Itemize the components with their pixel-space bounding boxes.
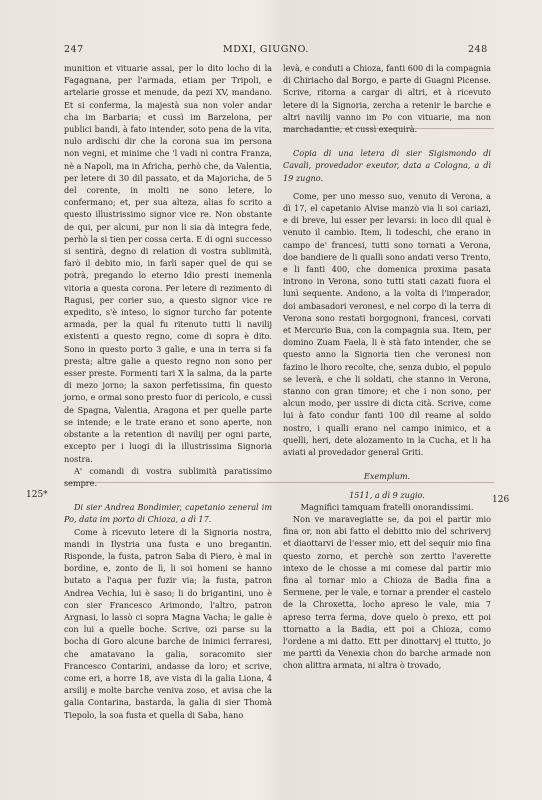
salutation: Magnifici tamquam fratelli onorandissimi. bbox=[300, 501, 474, 512]
letter-heading-bondimier: Di sier Andrea Bondimier, capetanio zeneral im Po, data im porto di Chioza, a dì 17. bbox=[64, 502, 272, 525]
letter-heading-cavali: Copia di una letera di sier Sigismondo di Cavali, provedador exeutor, data a Cologna, a dì 19 zugno. bbox=[283, 148, 491, 183]
left-column bbox=[64, 62, 272, 721]
right-paragraph-1: levà, e conduti a Chioza, fanti 600 di la compagnia di Chiriacho dal Borgo, e parte di Guagni Picense. Scrive, ritorna a cargar di altri, et à ricevuto letere di la Signoria, zercha a retenir le barche e altri navilij vanno im Po con vituarie, ma non marchadantie, et cussì exequirà. bbox=[283, 63, 491, 135]
page-number-left: 247 bbox=[64, 44, 84, 55]
left-paragraph-1: munition et vituarie assai, per lo dito locho di la Fagagnana, per l'armada, etiam per Tripoli, e artelarie grosse et menude, da pezi XV, mandano. Et si conferma, la majestà sua non voler andar cha im Barbaria; et cussì im Barzelona, per publici bandi, à fato intender, soto pena de la vita, nulo ardischi dir che la corona sua im persona non vegni, et minime che 'l vadi nì contra Franza, nè a Napoli, ma in Africha, perhò che, da Valentia, per letere di 30 dil passato, et da Majoricha, de 5 del corente, in molti ne sono letere, lo confermano; et, per sua alteza, alias fo scrito a questo illustrissimo signor vice re. Non obstante de qui, per alcuni, pur non li sia dà integra fede, perhò la si tien per cossa certa. E di ogni successo si sentirà, degno di relation di vostra sublimità, farò il debito mio, in farli saper quel de qui se potrà, pregando lo eterno Idio presti inemenla vitoria a questa corona. Per letere di rezimento di Ragusi, per corier suo, a questo signor vice re expedito, s'è inteso, lo signor turcho far potente armada, per la qual fu ritenuto tutti li navilij existenti a questo regno, come di sopra è dito. Sono in questo porto 3 galie, e una in terra si fa presta; altre galie a questo regno non sono per esser preste. Formenti tari X la salma, da la parte di mezo jorno; la saxon perfetissima, fin questo jorno, e ormai sono presto fuor di pericolo, e cussì de Spagna, Valentia, Aragona et per quelle parte se intende; e le trate erano et sono aperte, non obstante a la retention di navilij per ogni parte, excepto per i luogi di la illustrissima Signoria nostra. bbox=[64, 63, 272, 464]
margin-number-left: 125* bbox=[26, 490, 48, 500]
exemplum-title: Exemplum. bbox=[363, 471, 411, 482]
page-number-right: 248 bbox=[468, 44, 488, 55]
exemplum-date: 1511, a dì 9 zugio. bbox=[349, 489, 425, 500]
margin-number-right: 126 bbox=[492, 495, 510, 505]
right-paragraph-3: Non ve maravegiatte se, da poi el partir mio fina or, non abi fatto el debitto mio del schrivervj et diaottarvi de l'esser mio, ett del sequir mio fina questo zorno, et perchè son zertto l'averette intexo de le chosse a mi comese dal partir mio fina al tornar mio a Chioza de Badia fina a Sermene, per le vale, e tornar a prender el castelo de la Chroxetta, locho apreso le vale, mia 7 apreso terra ferma, dove quelo ò prexo, ett poi ttornatto a la Badia, ett poi a Chioza, como l'ordene a mi datto. Ett per dinottarvj el ttutto, jo me parttì da Venexia chon do barche armade non chon alittra armata, ni altra ò trovado, bbox=[283, 513, 491, 671]
right-column bbox=[283, 62, 491, 672]
running-title: MDXI, GIUGNO. bbox=[223, 44, 309, 55]
right-paragraph-2: Come, per uno messo suo, venuto di Verona, a dì 17, el capetanio Alvise manzò via li soi cariazi, e di breve, lui esser per levarsi: in loco dil qual è venuto il cambio. Item, li todeschi, che erano in campo de' francesi, tutti sono tornati a Verona, doe bandiere de li qualli sono andati verso Trento, e li fanti 400, che domenica proxima pasata introno in Verona, sono tutti stati cazati fuora el lunì sequente. Andono, a la volta di l'imperador, doi ambasadori veronesi, e nel corpo di la terra di Verona sono restati borgognoni, francesi, corvati et Mercurio Bua, con la compagnia sua. Item, per domino Zuam Faela, li è stà fato intender, che se questo anno la Signoria tien che veronesi non fazino le lhoro recolte, che, senza dubio, el populo se leverà, e che li soldati, che stanno in Verona, stanno con gran timore; et che i non sono, per alcun modo, per ussire di dicta cità. Scrive, come lui à fato condur fanti 100 dil reame al soldo nostro, i qualli erano nel campo inimico, et a quelli, heri, dete alozamento in la Cucha, et li ha aviati al provedador general Griti. bbox=[283, 190, 491, 458]
left-paragraph-2: A' comandi di vostra sublimità paratissimo sempre. bbox=[64, 465, 272, 488]
left-paragraph-3: Come à ricevuto letere di la Signoria nostra, mandi in Ilystria una fusta e uno bregantin. Risponde, la fusta, patron Saba di Piero, è mal in bordine, e, zonto de lì, li soi homeni se hanno butato a l'aqua per fuzir via; la fusta, patron Andrea Vechia, lui è saso; li do brigantini, uno è con sier Francesco Arimondo, l'altro, patron Argnasi, lo lassò ci sopra Magna Vacha; le galie è con lui a quelle boche. Scrive, ozi parse su la bocha di Goro alcune barche de inimici ferraresi, che amatavano la galia, soracomito sier Francesco Contarini, andasse da loro; et scrive, come eri, a horre 18, ave vista di la galia Liona, 4 arsilij e molte barche veniva zoso, et avisa che la galia Contarina, bastarda, la galia di sier Thomà Tiepolo, la soa fusta et quella di Saba, hano bbox=[64, 526, 272, 720]
